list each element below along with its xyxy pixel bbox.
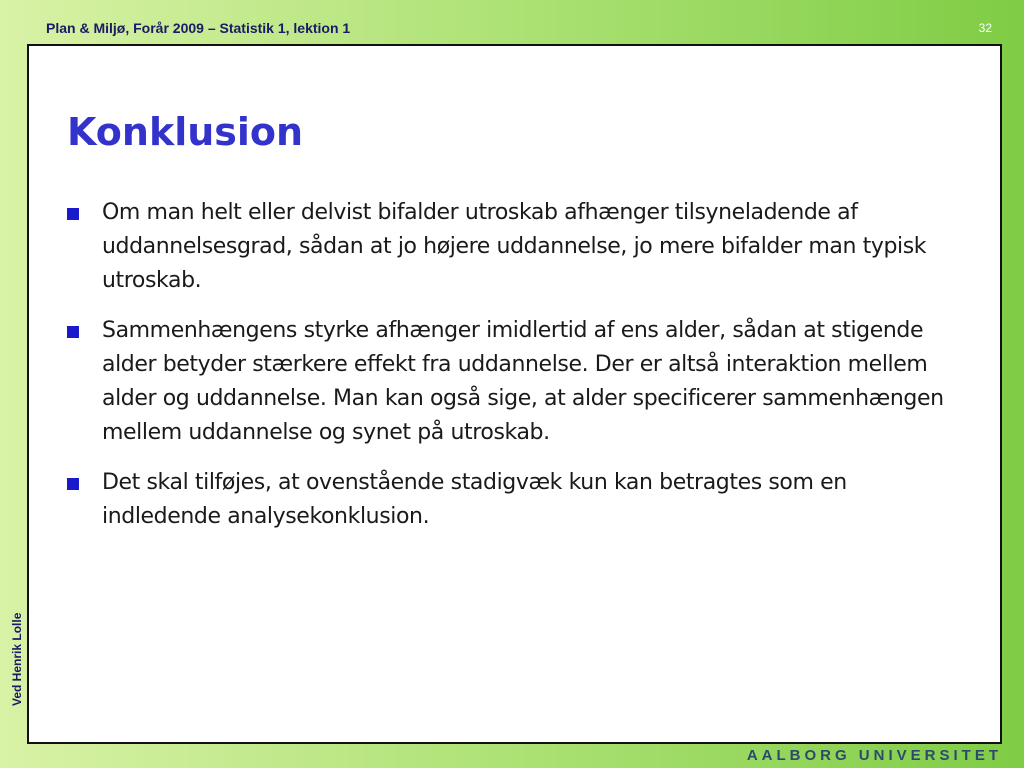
author-side-label: Ved Henrik Lolle bbox=[10, 612, 24, 706]
slide-content-panel bbox=[27, 44, 1002, 744]
slide-title: Konklusion bbox=[67, 110, 304, 154]
bullet-text: Sammenhængens styrke afhænger imidlertid af ens alder, sådan at stigende alder betyder stærkere effekt fra uddannelse. Der er altså interaktion mellem alder og uddannelse. Man kan også sige, at alder specificerer sammenhængen mellem uddannelse og synet på utroskab. bbox=[102, 318, 944, 445]
slide-number: 32 bbox=[978, 21, 992, 35]
square-bullet-icon bbox=[67, 326, 79, 338]
bullet-item bbox=[65, 196, 945, 298]
bullet-list bbox=[65, 196, 945, 550]
square-bullet-icon bbox=[67, 478, 79, 490]
bullet-item bbox=[65, 466, 945, 534]
square-bullet-icon bbox=[67, 208, 79, 220]
bullet-text: Om man helt eller delvist bifalder utroskab afhænger tilsyneladende af uddannelsesgrad, sådan at jo højere uddannelse, jo mere bifalder man typisk utroskab. bbox=[102, 200, 927, 293]
bullet-text: Det skal tilføjes, at ovenstående stadigvæk kun kan betragtes som en indledende analysekonklusion. bbox=[102, 470, 847, 529]
university-logo: AALBORG UNIVERSITET bbox=[746, 747, 1002, 764]
header-title: Plan & Miljø, Forår 2009 – Statistik 1, lektion 1 bbox=[46, 20, 351, 36]
bullet-item bbox=[65, 314, 945, 450]
